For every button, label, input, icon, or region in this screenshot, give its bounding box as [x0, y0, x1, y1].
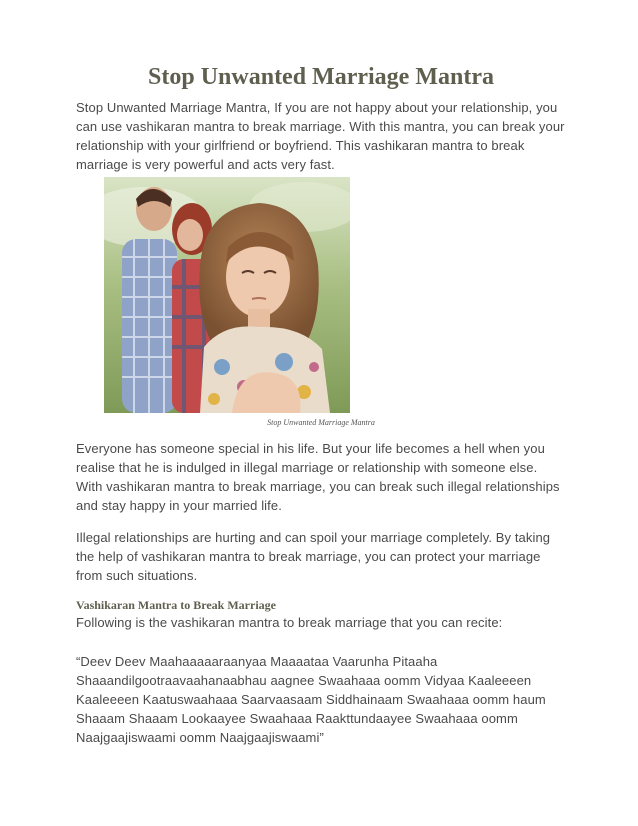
- couple-photo: [104, 177, 350, 413]
- paragraph-following: Following is the vashikaran mantra to break marriage that you can recite:: [76, 615, 503, 630]
- intro-paragraph: Stop Unwanted Marriage Mantra, If you are not happy about your relationship, you can use vashikaran mantra to break marriage. With this mantra, you can break your relationship with your girlfriend or boyfriend. This vashikaran mantra to break marriage is very powerful and acts very fast.: [76, 100, 565, 172]
- figure: [76, 177, 566, 427]
- document-page: [76, 62, 566, 745]
- section-heading: Vashikaran Mantra to Break Marriage: [76, 598, 276, 612]
- page-title: Stop Unwanted Marriage Mantra: [148, 64, 494, 90]
- paragraph-illegal-relationships: Illegal relationships are hurting and can spoil your marriage completely. By taking the help of vashikaran mantra to break marriage, you can protect your marriage from such situations.: [76, 530, 551, 583]
- paragraph-everyone: Everyone has someone special in his life. But your life becomes a hell when you realise that he is indulged in illegal marriage or relationship with someone else. With vashikaran mantra to break marriage, you can break such illegal relationships and stay happy in your married life.: [76, 441, 560, 513]
- image-caption: Stop Unwanted Marriage Mantra: [267, 418, 375, 427]
- mantra-text: “Deev Deev Maahaaaaaraanyaa Maaaataa Vaarunha Pitaaha Shaaandilgootraavaahanaabhau aagnee Swaahaaa oomm Vidyaa Kaaleeeen Kaaleeeen Kaatuswaahaaa Saarvaasaam Siddhainaam Swaahaaa oomm haum Shaaam Shaaam Lookaayee Swaahaaa Raakttundaayee Swaahaaa oomm Naajgaajiswaami oomm Naajgaajiswaami”: [76, 654, 546, 745]
